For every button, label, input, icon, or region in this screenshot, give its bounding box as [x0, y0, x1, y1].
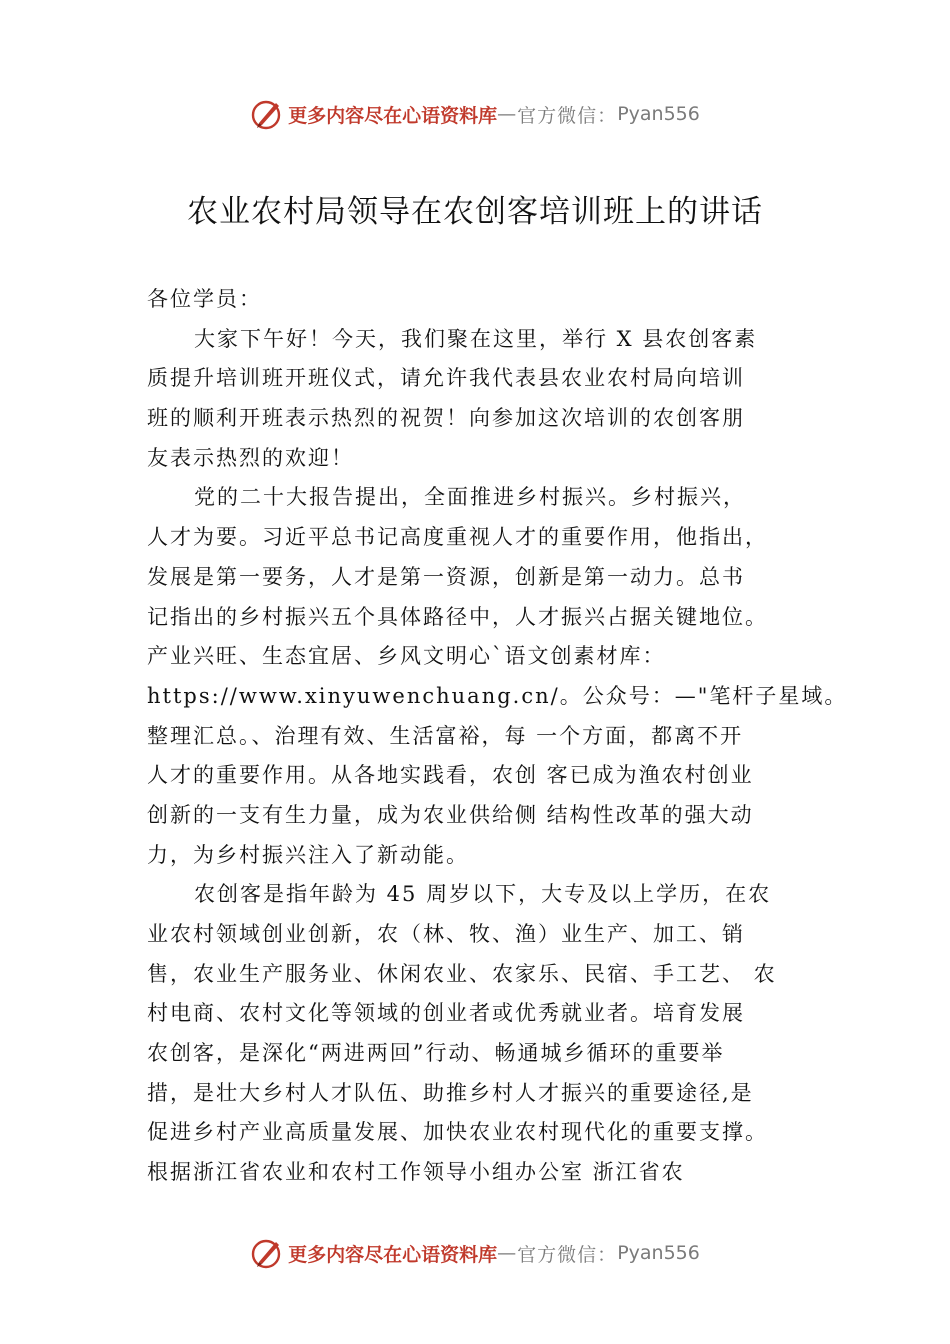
body-line: 党的二十大报告提出，全面推进乡村振兴。乡村振兴， [194, 485, 746, 510]
body-line: 根据浙江省农业和农村工作领导小组办公室 浙江省农 [147, 1160, 685, 1185]
body-line: 业农村领域创业创新，农（林、牧、渔）业生产、加工、销 [147, 922, 745, 946]
banner-wechat-label: 官方微信： [517, 1243, 618, 1266]
banner-dash: — [497, 1242, 518, 1264]
body-line: 村电商、农村文化等领域的创业者或优秀就业者。培育发展 [147, 1001, 745, 1026]
body-line: 农创客，是深化“两进两回”行动、畅通城乡循环的重要举 [147, 1041, 725, 1066]
pen-circle-logo-icon [250, 97, 284, 131]
document-title: 农业农村局领导在农创客培训班上的讲话 [187, 194, 763, 230]
body-line: 质提升培训班开班仪式，请允许我代表县农业农村局向培训 [147, 366, 745, 391]
body-line: 农创客是指年龄为 45 周岁以下，大专及以上学历，在农 [194, 882, 772, 907]
banner-dash: — [497, 103, 518, 125]
body-line: 大家下午好！今天，我们聚在这里，举行 X 县农创客素 [194, 326, 758, 351]
body-line: 售，农业生产服务业、休闲农业、农家乐、民宿、手工艺、 农 [147, 961, 777, 986]
body-line: 班的顺利开班表示热烈的祝贺！向参加这次培训的农创客朋 [147, 406, 745, 431]
banner-brand-text: 更多内容尽在心语资料库 [288, 1243, 498, 1266]
body-line: 发展是第一要务，人才是第一资源，创新是第一动力。总书 [147, 564, 745, 589]
body-line: 友表示热烈的欢迎！ [147, 445, 354, 470]
document-body [147, 280, 847, 1193]
body-line: 整理汇总。、治理有效、生活富裕，每 一个方面，都离不开 [147, 723, 744, 748]
body-line: 记指出的乡村振兴五个具体路径中，人才振兴占据关键地位。 [147, 604, 768, 629]
body-line: 产业兴旺、生态宜居、乡风文明心`语文创素材库： [147, 644, 666, 669]
banner-wechat-id: Pyan556 [617, 1242, 700, 1264]
body-line: https://www.xinyuwenchuang.cn/。公众号：—"笔杆子星域。 [147, 683, 848, 708]
banner-wechat-label: 官方微信： [517, 104, 618, 127]
banner-brand-text: 更多内容尽在心语资料库 [288, 104, 498, 127]
body-line: 人才为要。习近平总书记高度重视人才的重要作用，他指出， [147, 525, 768, 550]
body-line: 促进乡村产业高质量发展、加快农业农村现代化的重要支撑。 [147, 1120, 768, 1145]
body-line: 力，为乡村振兴注入了新动能。 [147, 842, 469, 867]
pen-circle-logo-icon [250, 1236, 284, 1270]
header-banner [0, 94, 950, 134]
body-line: 各位学员： [147, 287, 262, 311]
banner-wechat-id: Pyan556 [617, 103, 700, 125]
footer-banner [0, 1233, 950, 1273]
body-line: 人才的重要作用。从各地实践看，农创 客已成为渔农村创业 [147, 763, 754, 788]
body-line: 创新的一支有生力量，成为农业供给侧 结构性改革的强大动 [147, 802, 754, 827]
body-line: 措，是壮大乡村人才队伍、助推乡村人才振兴的重要途径,是 [147, 1080, 754, 1105]
